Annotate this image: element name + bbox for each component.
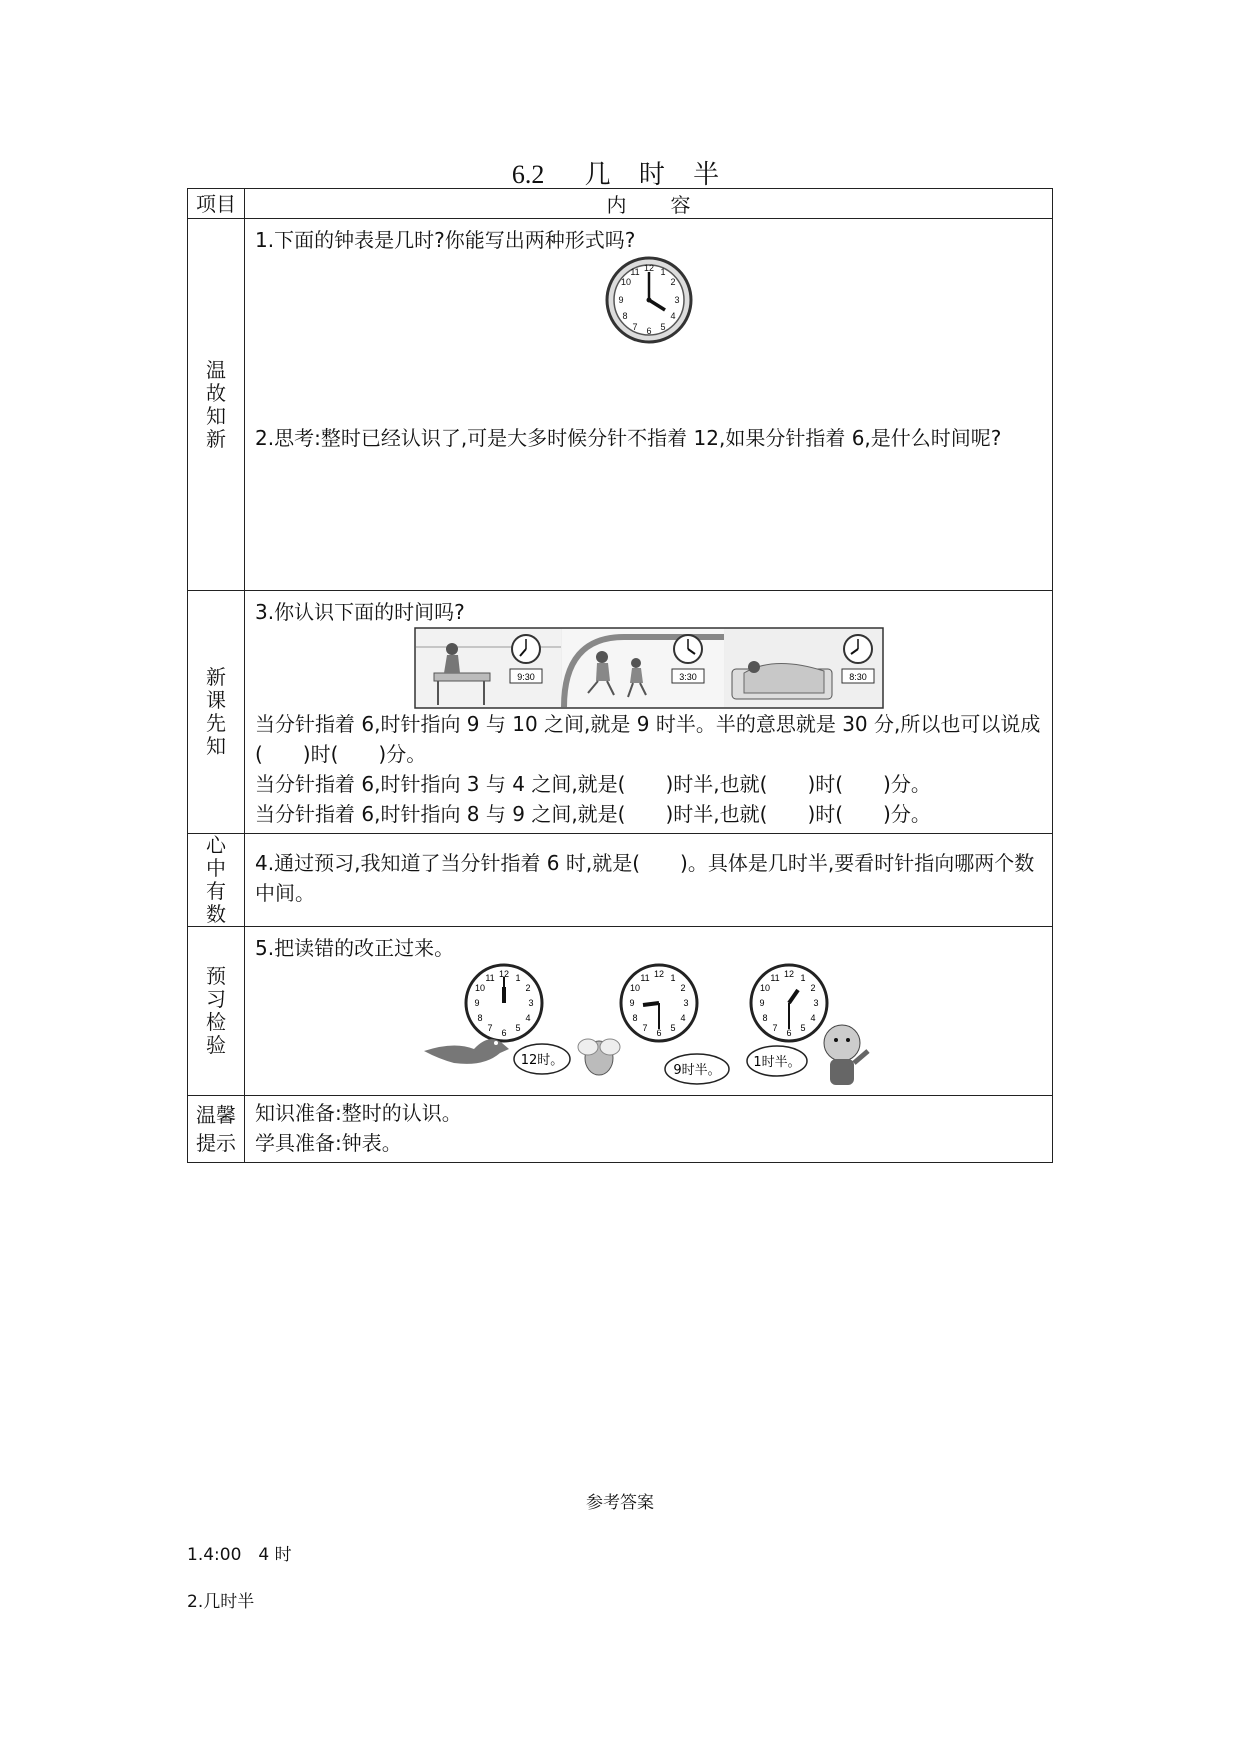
row-label-new-lesson: 新课先知 (188, 591, 245, 834)
answer-1: 1.4:00 4 时 (187, 1545, 292, 1565)
svg-text:9: 9 (628, 998, 635, 1008)
row-content-new-lesson (245, 591, 1053, 834)
svg-text:8: 8 (476, 1013, 483, 1023)
svg-text:10: 10 (620, 277, 631, 287)
svg-text:4: 4 (669, 311, 676, 321)
svg-text:10: 10 (629, 983, 640, 993)
speech-bubble-3: 1时半。 (752, 1055, 801, 1070)
question-5: 5.把读错的改正过来。 (255, 936, 455, 960)
clock-four-oclock (604, 255, 694, 345)
table-row-tips (188, 1096, 1053, 1163)
row-content-tips (245, 1096, 1053, 1163)
svg-text:11: 11 (484, 973, 495, 983)
question-1: 1.下面的钟表是几时?你能写出两种形式吗? (255, 228, 636, 252)
table-row-check (188, 927, 1053, 1096)
time-label: 8:30 (848, 672, 867, 682)
answer-heading: 参考答案 (586, 1493, 654, 1513)
speech-bubble-1: 12时。 (520, 1053, 563, 1068)
tip-2: 学具准备:钟表。 (255, 1131, 402, 1155)
row-label-check: 预习检验 (188, 927, 245, 1096)
page-title (0, 154, 1241, 191)
row-content-check (245, 927, 1053, 1096)
time-label: 3:30 (678, 672, 697, 682)
svg-text:1: 1 (799, 973, 806, 983)
header-char: 容 (670, 193, 691, 217)
answer-2: 2.几时半 (187, 1592, 255, 1612)
svg-text:5: 5 (669, 1023, 676, 1033)
misread-clocks-illustration (414, 963, 884, 1091)
svg-text:3: 3 (682, 998, 689, 1008)
title-char: 时 (638, 160, 665, 190)
table-row-summary (188, 834, 1053, 927)
svg-text:2: 2 (524, 983, 531, 993)
row-content-review (245, 219, 1053, 591)
question-2: 2.思考:整时已经认识了,可是大多时候分针不指着 12,如果分针指着 6,是什么时间呢? (255, 426, 1002, 450)
svg-text:6: 6 (655, 1028, 662, 1038)
svg-text:6: 6 (500, 1028, 507, 1038)
svg-text:9: 9 (758, 998, 765, 1008)
time-label: 9:30 (516, 672, 535, 682)
row-label-tips: 温馨提示 (188, 1096, 245, 1163)
speech-bubble-2: 9时半。 (672, 1063, 721, 1078)
svg-text:9: 9 (617, 295, 624, 305)
svg-text:2: 2 (679, 983, 686, 993)
svg-text:5: 5 (514, 1023, 521, 1033)
svg-text:10: 10 (474, 983, 485, 993)
svg-text:8: 8 (621, 311, 628, 321)
svg-text:12: 12 (783, 969, 794, 979)
clock-icon (466, 965, 542, 1041)
svg-text:10: 10 (759, 983, 770, 993)
section-number: 6.2 (511, 160, 545, 189)
row-label-summary: 心中有数 (188, 834, 245, 927)
svg-text:2: 2 (809, 983, 816, 993)
fill-in-line-3: 当分针指着 6,时针指向 8 与 9 之间,就是( )时半,也就( )时( )分。 (255, 802, 931, 826)
question-4: 4.通过预习,我知道了当分针指着 6 时,就是( )。具体是几时半,要看时针指向哪两个数中间。 (255, 851, 1035, 905)
svg-text:12: 12 (498, 969, 509, 979)
svg-text:4: 4 (809, 1013, 816, 1023)
svg-text:7: 7 (631, 322, 638, 332)
question-3: 3.你认识下面的时间吗? (255, 600, 465, 624)
table-row-new-lesson (188, 591, 1053, 834)
svg-text:11: 11 (639, 973, 650, 983)
svg-text:4: 4 (679, 1013, 686, 1023)
svg-text:11: 11 (769, 973, 780, 983)
table-row-review (188, 219, 1053, 591)
tip-1: 知识准备:整时的认识。 (255, 1101, 462, 1125)
svg-text:3: 3 (673, 295, 680, 305)
svg-text:12: 12 (643, 263, 654, 273)
svg-text:7: 7 (486, 1023, 493, 1033)
fill-in-line-2: 当分针指着 6,时针指向 3 与 4 之间,就是( )时半,也就( )时( )分。 (255, 772, 931, 796)
svg-text:6: 6 (645, 326, 652, 336)
svg-text:9: 9 (473, 998, 480, 1008)
header-char: 内 (606, 193, 627, 217)
svg-text:3: 3 (527, 998, 534, 1008)
row-label-review: 温故知新 (188, 219, 245, 591)
svg-text:2: 2 (669, 277, 676, 287)
svg-text:1: 1 (669, 973, 676, 983)
svg-text:11: 11 (629, 267, 640, 277)
fill-in-line-1: 当分针指着 6,时针指向 9 与 10 之间,就是 9 时半。半的意思就是 30 分,所以也可以说成( )时( )分。 (255, 712, 1041, 766)
clock-icon (751, 965, 827, 1041)
row-content-summary (245, 834, 1053, 927)
header-content (245, 189, 1053, 219)
svg-text:5: 5 (659, 322, 666, 332)
title-char: 半 (693, 160, 720, 190)
svg-text:3: 3 (812, 998, 819, 1008)
table-header-row (188, 189, 1053, 219)
svg-text:7: 7 (641, 1023, 648, 1033)
svg-text:1: 1 (659, 267, 666, 277)
svg-text:12: 12 (653, 969, 664, 979)
daily-schedule-illustration (414, 627, 884, 709)
worksheet-table (187, 188, 1053, 1163)
header-project: 项目 (188, 189, 245, 219)
clock-icon (621, 965, 697, 1041)
svg-text:8: 8 (761, 1013, 768, 1023)
title-char: 几 (584, 160, 611, 190)
svg-text:1: 1 (514, 973, 521, 983)
svg-text:4: 4 (524, 1013, 531, 1023)
svg-text:7: 7 (771, 1023, 778, 1033)
svg-text:8: 8 (631, 1013, 638, 1023)
svg-text:6: 6 (785, 1028, 792, 1038)
svg-text:5: 5 (799, 1023, 806, 1033)
